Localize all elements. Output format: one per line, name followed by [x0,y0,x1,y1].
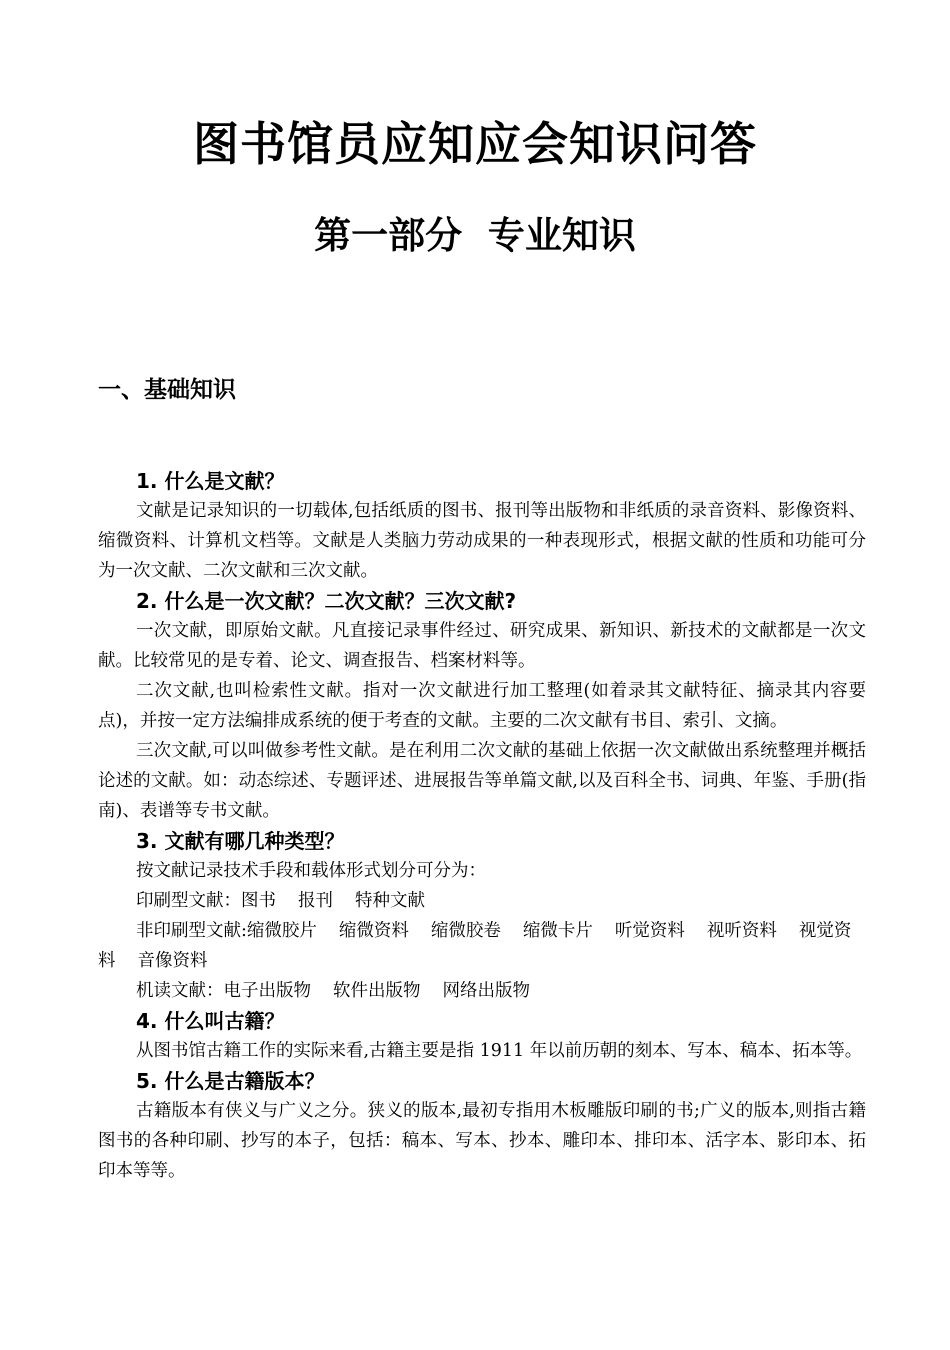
type-item: 缩微卡片 [522,921,593,941]
printed-types-line [98,886,866,916]
answer-paragraph: 二次文献,也叫检索性文献。指对一次文献进行加工整理(如着录其文献特征、摘录其内容要点)，并按一定方法编排成系统的便于考查的文献。主要的二次文献有书目、索引、文摘。 [98,681,866,731]
type-item: 视听资料 [706,921,777,941]
type-item: 缩微资料 [338,921,409,941]
machine-types-line [98,976,866,1006]
type-item: 特种文献 [355,891,425,911]
type-item: 音像资料 [137,951,208,971]
answer-paragraph: 一次文献，即原始文献。凡直接记录事件经过、研究成果、新知识、新技术的文献都是一次文献。比较常见的是专着、论文、调查报告、档案材料等。 [98,621,866,671]
answer-paragraph: 三次文献,可以叫做参考性文献。是在利用二次文献的基础上依据一次文献做出系统整理并概括论述的文献。如：动态综述、专题评述、进展报告等单篇文献,以及百科全书、词典、年鉴、手册(指南)、表谱等专书文献。 [98,741,866,821]
question-heading: 3. 文献有哪几种类型？ [136,829,345,853]
document-title: 图书馆员应知应会知识问答 [193,117,757,171]
nonprinted-types-line [98,916,866,976]
type-item: 网络出版物 [442,981,530,1001]
type-item: 缩微胶片 [246,921,317,941]
answer-paragraph: 古籍版本有侠义与广义之分。狭义的版本,最初专指用木板雕版印刷的书;广义的版本,则指古籍图书的各种印刷、抄写的本子，包括：稿本、写本、抄本、雕印本、排印本、活字本、影印本、拓印本等等。 [98,1101,866,1181]
type-item: 视觉资料 [98,921,852,971]
type-item: 缩微胶卷 [430,921,501,941]
type-item: 软件出版物 [333,981,421,1001]
type-item: 听觉资料 [614,921,685,941]
question-heading: 2. 什么是一次文献？二次文献？三次文献? [136,589,517,613]
question-heading: 4. 什么叫古籍？ [136,1009,285,1033]
answer-paragraph: 从图书馆古籍工作的实际来看,古籍主要是指 1911 年以前历朝的刻本、写本、稿本、拓本等。 [136,1041,863,1061]
answer-paragraph: 按文献记录技术手段和载体形式划分可分为： [136,861,486,881]
question-heading: 1. 什么是文献？ [136,469,285,493]
section-heading: 一、基础知识 [98,377,236,403]
type-label: 机读文献： [136,981,224,1001]
question-heading: 5. 什么是古籍版本？ [136,1069,325,1093]
answer-paragraph: 文献是记录知识的一切载体,包括纸质的图书、报刊等出版物和非纸质的录音资料、影像资料、缩微资料、计算机文档等。文献是人类脑力劳动成果的一种表现形式，根据文献的性质和功能可分为一次文献、二次文献和三次文献。 [98,501,866,581]
type-label: 非印刷型文献: [136,921,247,941]
document-body [98,466,866,1186]
type-label: 印刷型文献： [136,891,241,911]
type-item: 图书 [241,891,276,911]
part-title: 第一部分 专业知识 [314,214,636,257]
type-item: 电子出版物 [223,981,311,1001]
type-item: 报刊 [298,891,333,911]
